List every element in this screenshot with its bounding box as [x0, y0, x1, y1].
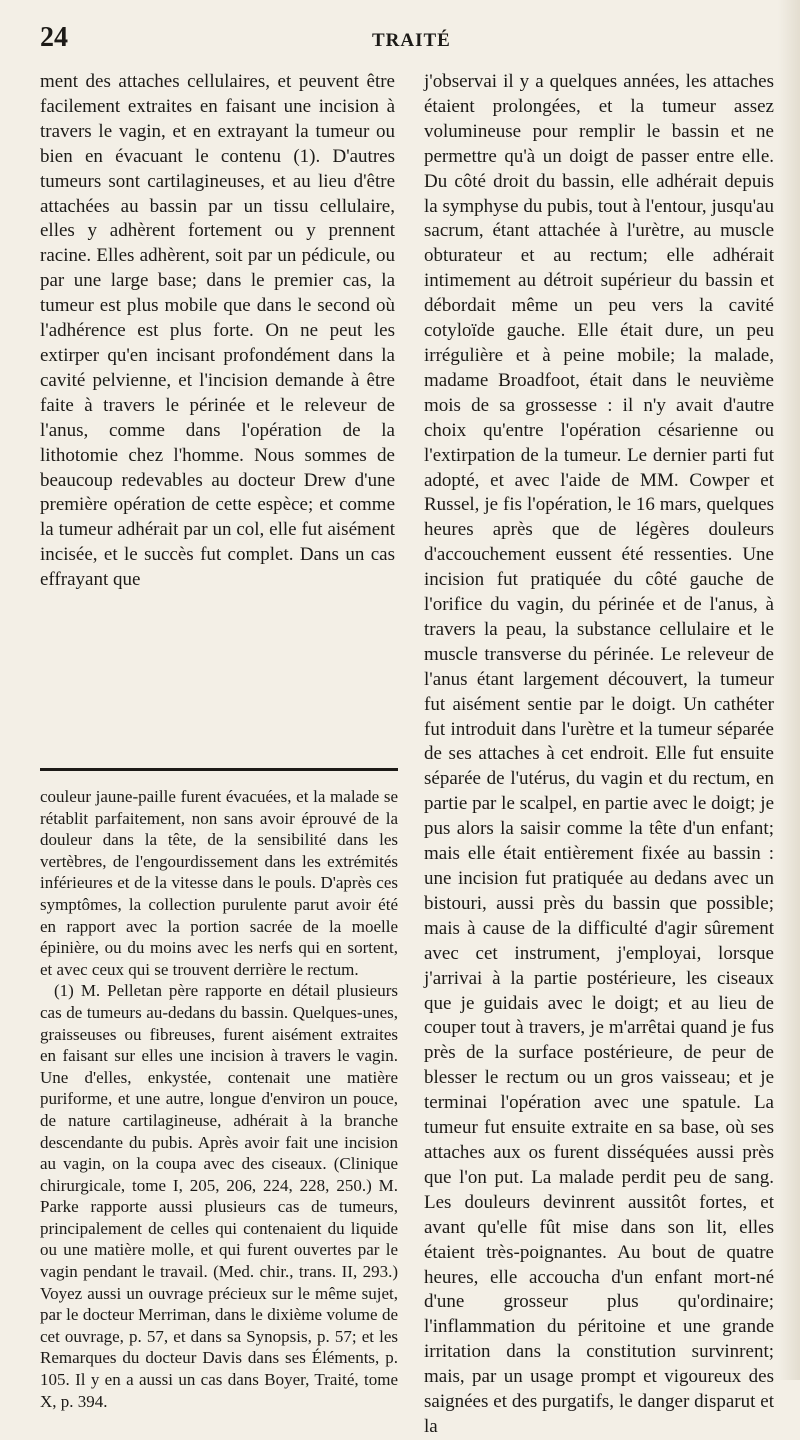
left-main-paragraph: ment des attaches cellulaires, et peuvent être facilement extraites en faisant une incision à travers le vagin, et en extrayant la tumeur ou bien en évacuant le contenu (1). D'autres tumeurs sont cartilagineuses, et au lieu d'être attachées au bassin par un tissu cellulaire, elles y adhèrent fortement ou y prennent racine. Elles adhèrent, soit par un pédicule, ou par une large base; dans le premier cas, la tumeur est plus mobile que dans le second où l'adhérence est plus forte. On ne peut les extirper qu'en incisant profondément dans la cavité pelvienne, et l'incision demande à être faite à travers le périnée et le releveur de l'anus, comme dans l'opération de la lithotomie chez l'homme. Nous sommes de beaucoup redevables au docteur Drew d'une première opération de cette espèce; et comme la tumeur adhérait par un col, elle fut aisément incisée, et le succès fut complet. Dans un cas effrayant que	[40, 71, 395, 591]
footnotes	[40, 786, 398, 1412]
right-main-paragraph: j'observai il y a quelques années, les attaches étaient prolongées, et la tumeur assez volumineuse pour remplir le bassin et ne permettre qu'à un doigt de passer entre elle. Du côté droit du bassin, elle adhérait depuis la symphyse du pubis, tout à l'entour, jusqu'au sacrum, étant attachée à l'urètre, au muscle obturateur et au rectum; elle adhérait intimement au détroit supérieur du bassin et débordait même un peu vers la cavité cotyloïde gauche. Elle était dure, un peu irrégulière et à peine mobile; la malade, madame Broadfoot, était dans le neuvième mois de sa grossesse : il n'y avait d'autre choix qu'entre l'opération césarienne ou l'extirpation de la tumeur. Le dernier parti fut adopté, et avec l'aide de MM. Cowper et Russel, je fis l'opération, le 16 mars, quelques heures après que de légères douleurs d'accouchement eussent été ressenties. Une incision fut pratiquée du côté gauche de l'orifice du vagin, du périnée et de l'anus, à travers la peau, la substance cellulaire et le muscle transverse du périnée. Le releveur de l'anus étant largement découvert, la tumeur fut aisément sentie par le doigt. Un cathéter fut introduit dans l'urètre et la tumeur séparée de ses attaches à cet endroit. Elle fut ensuite séparée de l'utérus, du vagin et du rectum, en partie par le scalpel, en partie avec le doigt; je pus alors la saisir comme la tête d'un enfant; mais elle était entièrement fixée au bassin : une incision fut pratiquée au dedans avec un bistouri, aussi près du bassin que possible; mais à cause de la difficulté d'agir sûrement avec cet instrument, j'employai, lorsque j'arrivai à la partie postérieure, les ciseaux que je guidais avec le doigt; et au lieu de couper tout à travers, je m'arrêtai quand je fus près de la surface postérieure, de peur de blesser le rectum ou un gros vaisseau; et je terminai l'opération avec une spatule. La tumeur fut ensuite extraite en sa base, où ses attaches aux os furent disséquées aussi près que l'on put. La malade perdit peu de sang. Les douleurs devinrent aussitôt fortes, et avant qu'elle fût mise dans son lit, elles étaient très-poignantes. Au bout de quatre heures, elle accoucha d'un enfant mort-né d'une grosseur plus qu'ordinaire; l'inflammation du péritoine et une grande irritation dans la constitution survinrent; mais, par un usage prompt et vigoureux des saignées et des purgatifs, le danger disparut et la	[424, 71, 774, 1437]
running-title: TRAITÉ	[372, 30, 451, 51]
footnote-continuation: couleur jaune-paille furent évacuées, et la malade se rétablit parfaitement, non sans avoir éprouvé de la douleur dans la tête, de la sensibilité dans les vertèbres, de l'engourdissement dans les extrémités inférieures et de la vitesse dans le pouls. D'après ces symptômes, la collection purulente parut avoir été en rapport avec la portion sacrée de la moelle épinière, ou du moins avec les nerfs qui en sortent, et avec ceux qui se trouvent derrière le rectum.	[40, 787, 398, 979]
page-number: 24	[40, 22, 68, 53]
footnote-1: (1) M. Pelletan père rapporte en détail plusieurs cas de tumeurs au-dedans du bassin. Quelques-unes, graisseuses ou fibreuses, furent aisément extraites en faisant sur elles une incision à travers le vagin. Une d'elles, enkystée, contenait une matière puriforme, et une autre, longue d'environ un pouce, de nature cartilagineuse, adhérait à la branche descendante du pubis. Après avoir fait une incision au vagin, on la coupa avec des ciseaux. (Clinique chirurgicale, tome I, 205, 206, 224, 228, 250.) M. Parke rapporte aussi plusieurs cas de tumeurs, principalement de celles qui contenaient du liquide ou une matière molle, et qui furent ouvertes par le vagin pendant le travail. (Med. chir., trans. II, 293.) Voyez aussi un ouvrage précieux sur le même sujet, par le docteur Merriman, dans le dixième volume de cet ouvrage, p. 57, et dans sa Synopsis, p. 57; et les Remarques du docteur Davis dans ses Éléments, p. 105. Il y en a aussi un cas dans Boyer, Traité, tome X, p. 394.	[40, 981, 398, 1411]
footnote-separator-rule	[40, 768, 398, 771]
right-column-body	[424, 70, 774, 1440]
page-edge-shadow	[778, 0, 800, 1380]
left-column-body	[40, 70, 395, 593]
